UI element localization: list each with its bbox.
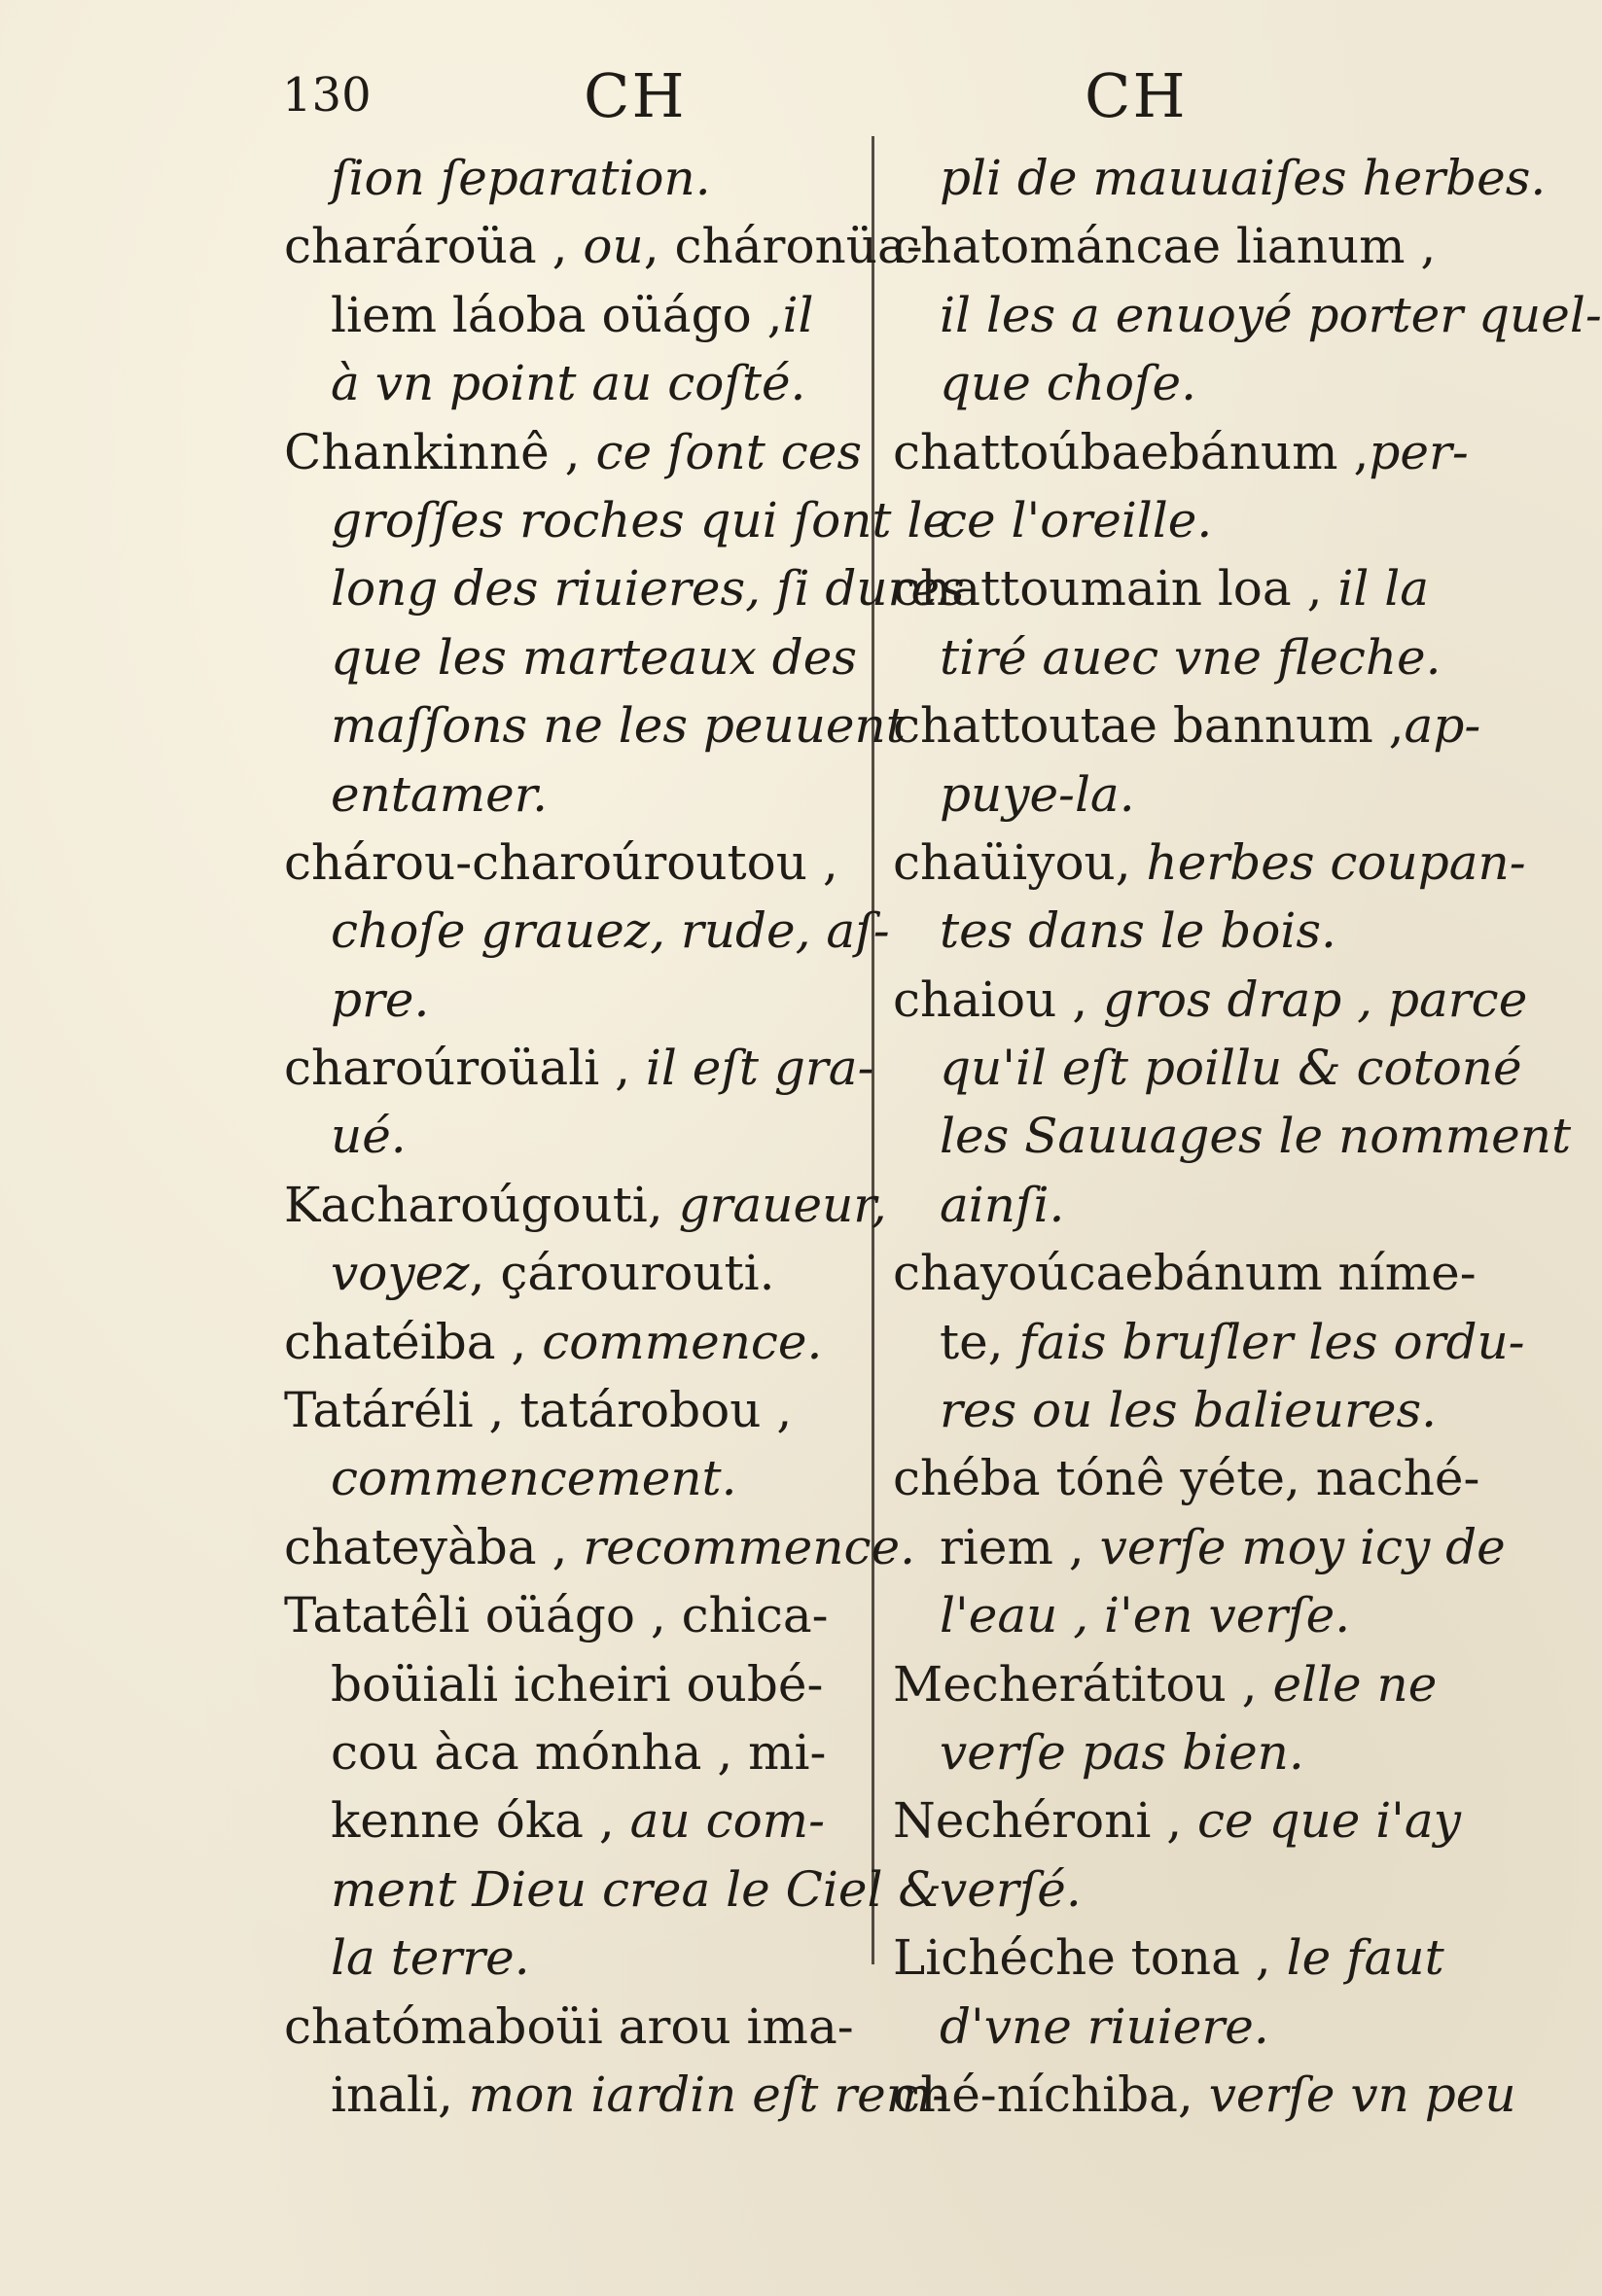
italic-gloss: per-	[1369, 423, 1469, 480]
text-line	[893, 623, 1477, 691]
text-line	[284, 1171, 887, 1239]
italic-gloss: puye-la.	[940, 765, 1135, 823]
roman-text: chatómaboüi arou ima-	[284, 1997, 854, 2055]
text-line	[284, 1786, 858, 1854]
roman-text: chaiou ,	[893, 971, 1103, 1028]
text-line	[893, 1718, 1477, 1786]
italic-gloss: verſe pas bien.	[940, 1723, 1304, 1781]
italic-gloss: le faut	[1286, 1929, 1444, 1987]
text-line	[893, 1650, 1477, 1718]
text-line	[893, 897, 1477, 965]
italic-gloss: pre.	[331, 971, 430, 1028]
text-line	[284, 1581, 858, 1649]
roman-text: chatománcae lianum ,	[893, 218, 1437, 275]
text-line	[284, 144, 858, 212]
roman-text: te,	[940, 1313, 1019, 1370]
italic-gloss: res ou les balieures.	[940, 1382, 1438, 1439]
roman-text: charároüa ,	[284, 218, 584, 275]
italic-gloss: la terre.	[331, 1929, 530, 1987]
roman-text: Chankinnê ,	[284, 423, 596, 480]
roman-text: chaüiyou,	[893, 833, 1147, 891]
text-line	[893, 966, 1528, 1034]
text-line	[284, 281, 858, 349]
italic-gloss: l'eau , i'en verſe.	[940, 1587, 1351, 1644]
italic-gloss: entamer.	[331, 765, 548, 823]
italic-gloss: ap-	[1404, 697, 1481, 755]
roman-text: charoúroüali ,	[284, 1040, 646, 1097]
italic-gloss: verſe vn peu	[1208, 2066, 1516, 2123]
text-line	[284, 1513, 915, 1581]
text-line	[284, 418, 862, 486]
text-line	[893, 1855, 1477, 1924]
italic-gloss: tiré auec vne fleche.	[940, 628, 1442, 686]
text-line	[284, 2061, 949, 2129]
text-line	[284, 1718, 858, 1786]
italic-gloss: graueur,	[678, 1176, 887, 1233]
italic-gloss: verſe moy icy de	[1099, 1518, 1506, 1575]
text-line	[284, 486, 951, 554]
italic-gloss: pli de mauuaiſes herbes.	[940, 150, 1547, 206]
italic-gloss: maſſons ne les peuuent	[331, 697, 906, 755]
text-line	[284, 623, 858, 691]
italic-gloss: recommence.	[583, 1518, 915, 1575]
italic-gloss: ce l'oreille.	[940, 491, 1213, 548]
text-line	[284, 1993, 858, 2061]
roman-text: chateyàba ,	[284, 1518, 584, 1575]
roman-text: boüiali icheiri oubé-	[331, 1655, 824, 1713]
text-line	[284, 1855, 942, 1924]
italic-gloss: elle ne	[1272, 1655, 1438, 1713]
text-line	[284, 554, 965, 622]
text-line	[284, 1102, 858, 1170]
text-line	[284, 1308, 858, 1376]
roman-text: kenne óka ,	[331, 1792, 630, 1850]
italic-gloss: ou	[583, 218, 644, 275]
italic-gloss: commencement.	[331, 1450, 737, 1507]
roman-text: chattoumain loa ,	[893, 560, 1338, 618]
text-line	[284, 760, 858, 829]
italic-gloss: qu'il eſt poillu & cotoné	[940, 1040, 1522, 1097]
roman-text: chayoúcaebánum níme-	[893, 1245, 1477, 1302]
text-line	[284, 691, 906, 759]
text-line	[893, 1376, 1477, 1444]
roman-text: chéba tónê yéte, naché-	[893, 1450, 1480, 1507]
italic-gloss: long des riuieres, ſi dures	[331, 560, 965, 618]
italic-gloss: ainſi.	[940, 1176, 1065, 1233]
roman-text: inali,	[331, 2066, 469, 2123]
italic-gloss: groſſes roches qui ſont le	[331, 491, 951, 548]
text-line	[893, 760, 1477, 829]
roman-text: cou àca mónha , mi-	[331, 1723, 827, 1781]
italic-gloss: il	[782, 286, 814, 343]
italic-gloss: fais bruſler les ordu-	[1018, 1313, 1525, 1370]
roman-text: , çárourouti.	[469, 1245, 775, 1302]
italic-gloss: d'vne riuiere.	[940, 1997, 1269, 2055]
roman-text: , cháronüa-	[643, 218, 923, 275]
italic-gloss: ce que i'ay	[1197, 1792, 1461, 1850]
roman-text: ché-níchiba,	[893, 2066, 1209, 2123]
roman-text: Tatáréli , tatárobou ,	[284, 1382, 793, 1439]
text-line	[893, 829, 1526, 897]
italic-gloss: les Sauuages le nomment	[940, 1108, 1572, 1165]
italic-gloss: que les marteaux des	[331, 628, 857, 686]
italic-gloss: tes dans le bois.	[940, 902, 1336, 960]
italic-gloss: voyez	[331, 1245, 470, 1302]
text-line	[893, 691, 1481, 759]
italic-gloss: herbes coupan-	[1146, 833, 1526, 891]
text-line	[893, 1581, 1477, 1649]
italic-gloss: il la	[1337, 560, 1430, 618]
roman-text: Kacharoúgouti,	[284, 1176, 679, 1233]
text-line	[893, 2061, 1516, 2129]
italic-gloss: ſion ſeparation.	[331, 150, 711, 206]
text-line	[284, 212, 923, 280]
roman-text: chárou-charoúroutou ,	[284, 833, 838, 891]
italic-gloss: il les a enuoyé porter quel-	[940, 286, 1602, 343]
running-head-left: CH	[584, 60, 687, 131]
text-line	[893, 1171, 1477, 1239]
text-line	[893, 418, 1477, 486]
roman-text: Tatatêli oüágo , chica-	[284, 1587, 829, 1644]
roman-text: riem ,	[940, 1518, 1100, 1575]
text-line	[893, 1993, 1477, 2061]
roman-text: Mecherátitou ,	[893, 1655, 1273, 1713]
roman-text: liem láoba oüágo ,	[331, 286, 783, 343]
roman-text: chattoutae bannum ,	[893, 697, 1405, 755]
text-line	[893, 1308, 1525, 1376]
text-line	[893, 1786, 1477, 1854]
text-line	[284, 1034, 874, 1102]
roman-text: Lichéche tona ,	[893, 1929, 1287, 1987]
roman-text: Nechéroni ,	[893, 1792, 1198, 1850]
text-line	[284, 1650, 858, 1718]
text-line	[893, 144, 1547, 212]
text-line	[284, 1444, 858, 1512]
text-line	[284, 966, 858, 1034]
text-line	[284, 1239, 858, 1307]
text-line	[893, 212, 1477, 280]
roman-text: chatéiba ,	[284, 1313, 543, 1370]
left-column	[284, 144, 965, 2129]
text-line	[284, 1376, 858, 1444]
text-line	[893, 1513, 1506, 1581]
italic-gloss: choſe grauez, rude, aſ-	[331, 902, 890, 960]
italic-gloss: ment Dieu crea le Ciel &	[331, 1860, 942, 1918]
italic-gloss: gros drap , parce	[1103, 971, 1528, 1028]
text-line	[893, 1102, 1572, 1170]
italic-gloss: ué.	[331, 1108, 407, 1165]
text-line	[893, 349, 1477, 417]
text-line	[893, 1444, 1480, 1512]
text-line	[893, 1239, 1477, 1307]
page-number: 130	[282, 68, 372, 123]
text-line	[284, 829, 858, 897]
text-line	[893, 1924, 1477, 1992]
italic-gloss: au com-	[629, 1792, 825, 1850]
right-column	[893, 144, 1602, 2129]
italic-gloss: il eſt gra-	[645, 1040, 874, 1097]
text-line	[893, 1034, 1522, 1102]
text-line	[284, 1924, 858, 1992]
text-line	[284, 349, 858, 417]
italic-gloss: à vn point au coſté.	[331, 355, 806, 412]
text-line	[893, 554, 1477, 622]
text-line	[893, 281, 1602, 349]
text-line	[893, 486, 1477, 554]
text-line	[284, 897, 890, 965]
italic-gloss: verſé.	[940, 1860, 1082, 1918]
italic-gloss: ce ſont ces	[595, 423, 862, 480]
running-head-right: CH	[1085, 60, 1188, 131]
italic-gloss: mon iardin eſt rem-	[468, 2066, 949, 2123]
roman-text: chattoúbaebánum ,	[893, 423, 1370, 480]
italic-gloss: que choſe.	[940, 355, 1196, 412]
italic-gloss: commence.	[542, 1313, 823, 1370]
